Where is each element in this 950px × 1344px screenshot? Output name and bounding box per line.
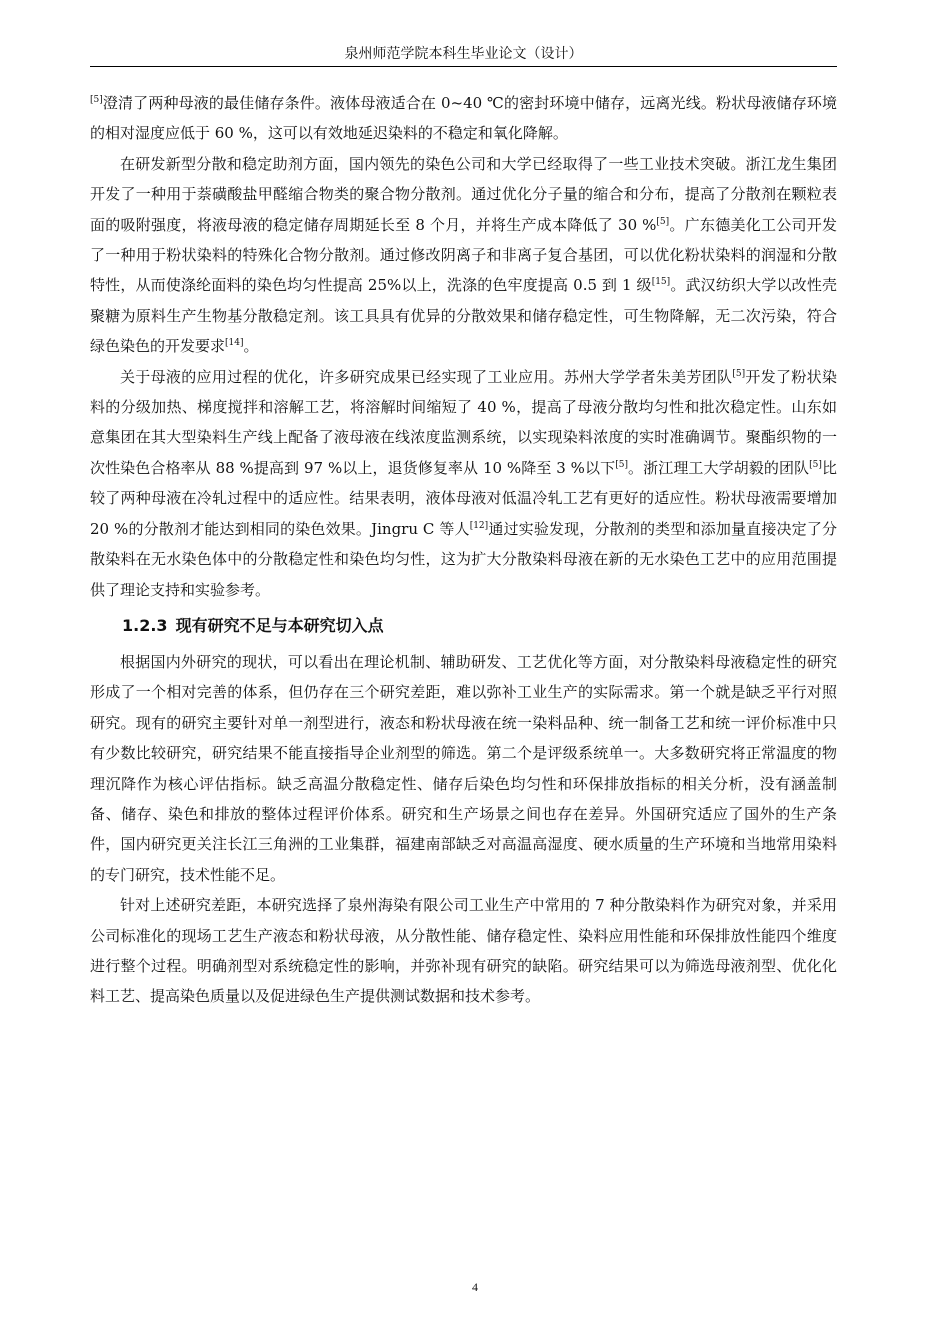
- section-heading: [90, 611, 837, 641]
- paragraph-text: 根据国内外研究的现状，可以看出在理论机制、辅助研发、工艺优化等方面，对分散染料母液稳定性的研究形成了一个相对完善的体系，但仍存在三个研究差距，难以弥补工业生产的实际需求。第一个就是缺乏平行对照研究。现有的研究主要针对单一剂型进行，液态和粉状母液在统一染料品种、统一制备工艺和统一评价标准中只有少数比较研究，研究结果不能直接指导企业剂型的筛选。第二个是评级系统单一。大多数研究将正常温度的物理沉降作为核心评估指标。缺乏高温分散稳定性、储存后染色均匀性和环保排放指标的相关分析，没有涵盖制备、储存、染色和排放的整体过程评价体系。研究和生产场景之间也存在差异。外国研究适应了国外的生产条件，国内研究更关注长江三角洲的工业集群，福建南部缺乏对高温高湿度、硬水质量的生产环境和当地常用染料的专门研究，技术性能不足。: [90, 652, 837, 884]
- body-paragraph: [90, 88, 837, 149]
- citation-ref: [5]: [615, 459, 628, 470]
- citation-ref: [12]: [469, 520, 489, 531]
- page-body: [90, 88, 837, 1012]
- paragraph-text: 。: [243, 337, 259, 356]
- page-header: 泉州师范学院本科生毕业论文（设计）: [90, 44, 837, 67]
- paragraph-text: 比较了两种母液在冷轧过程中的适应性。结果表明，液体母液对低温冷轧工艺有更好的适应性。粉状母液需要增加 20 %的分散剂才能达到相同的染色效果。Jingru C 等人: [90, 458, 837, 538]
- paragraph-text: 在研发新型分散和稳定助剂方面，国内领先的染色公司和大学已经取得了一些工业技术突破。浙江龙生集团开发了一种用于萘磺酸盐甲醛缩合物类的聚合物分散剂。通过优化分子量的缩合和分布，提高了分散剂在颗粒表面的吸附强度，将液母液的稳定储存周期延长至 8 个月，并将生产成本降低了 30 %: [90, 154, 837, 234]
- paragraph-text: 通过实验发现，分散剂的类型和添加量直接决定了分散染料在无水染色体中的分散稳定性和染色均匀性，这为扩大分散染料母液在新的无水染色工艺中的应用范围提供了理论支持和实验参考。: [90, 519, 837, 599]
- paragraph-text: 。浙江理工大学胡毅的团队: [627, 458, 810, 477]
- section-number: 1.2.3: [122, 615, 168, 635]
- body-paragraphs-1: [90, 88, 837, 605]
- section-title: 现有研究不足与本研究切入点: [175, 615, 384, 635]
- paragraph-text: 。武汉纺织大学以改性壳聚糖为原料生产生物基分散稳定剂。该工具具有优异的分散效果和储存稳定性，可生物降解，无二次污染，符合绿色染色的开发要求: [90, 276, 837, 356]
- body-paragraph: [90, 362, 837, 605]
- paragraph-text: 关于母液的应用过程的优化，许多研究成果已经实现了工业应用。苏州大学学者朱美芳团队: [120, 367, 733, 386]
- body-paragraph: [90, 647, 837, 890]
- body-paragraphs-2: [90, 647, 837, 1012]
- body-paragraph: [90, 149, 837, 362]
- paragraph-text: 开发了粉状染料的分级加热、梯度搅拌和溶解工艺，将溶解时间缩短了 40 %，提高了母液分散均匀性和批次稳定性。山东如意集团在其大型染料生产线上配备了液母液在线浓度监测系统，以实现染料浓度的实时准确调节。聚酯织物的一次性染色合格率从 88 %提高到 97 %以上，退货修复率从 10 %降至 3 %以下: [90, 367, 837, 477]
- citation-ref: [5]: [90, 95, 103, 105]
- page-number: 4: [472, 1280, 478, 1294]
- citation-ref: [14]: [225, 338, 244, 349]
- citation-ref: [15]: [651, 277, 671, 288]
- citation-ref: [5]: [656, 216, 670, 227]
- citation-ref: [5]: [732, 368, 746, 379]
- paragraph-text: 针对上述研究差距，本研究选择了泉州海染有限公司工业生产中常用的 7 种分散染料作为研究对象，并采用公司标准化的现场工艺生产液态和粉状母液，从分散性能、储存稳定性、染料应用性能和环保排放性能四个维度进行整个过程。明确剂型对系统稳定性的影响，并弥补现有研究的缺陷。研究结果可以为筛选母液剂型、优化化料工艺、提高染色质量以及促进绿色生产提供测试数据和技术参考。: [90, 896, 837, 1006]
- paragraph-text: 。广东德美化工公司开发了一种用于粉状染料的特殊化合物分散剂。通过修改阴离子和非离子复合基团，可以优化粉状染料的润湿和分散特性，从而使涤纶面料的染色均匀性提高 25%以上，洗涤的色牢度提高 0.5 到 1 级: [90, 215, 837, 295]
- paragraph-text: 澄清了两种母液的最佳储存条件。液体母液适合在 0~40 ℃的密封环境中储存，远离光线。粉状母液储存环境的相对湿度应低于 60 %，这可以有效地延迟染料的不稳定和氧化降解。: [90, 94, 837, 143]
- body-paragraph: [90, 890, 837, 1012]
- citation-ref: [5]: [809, 459, 822, 470]
